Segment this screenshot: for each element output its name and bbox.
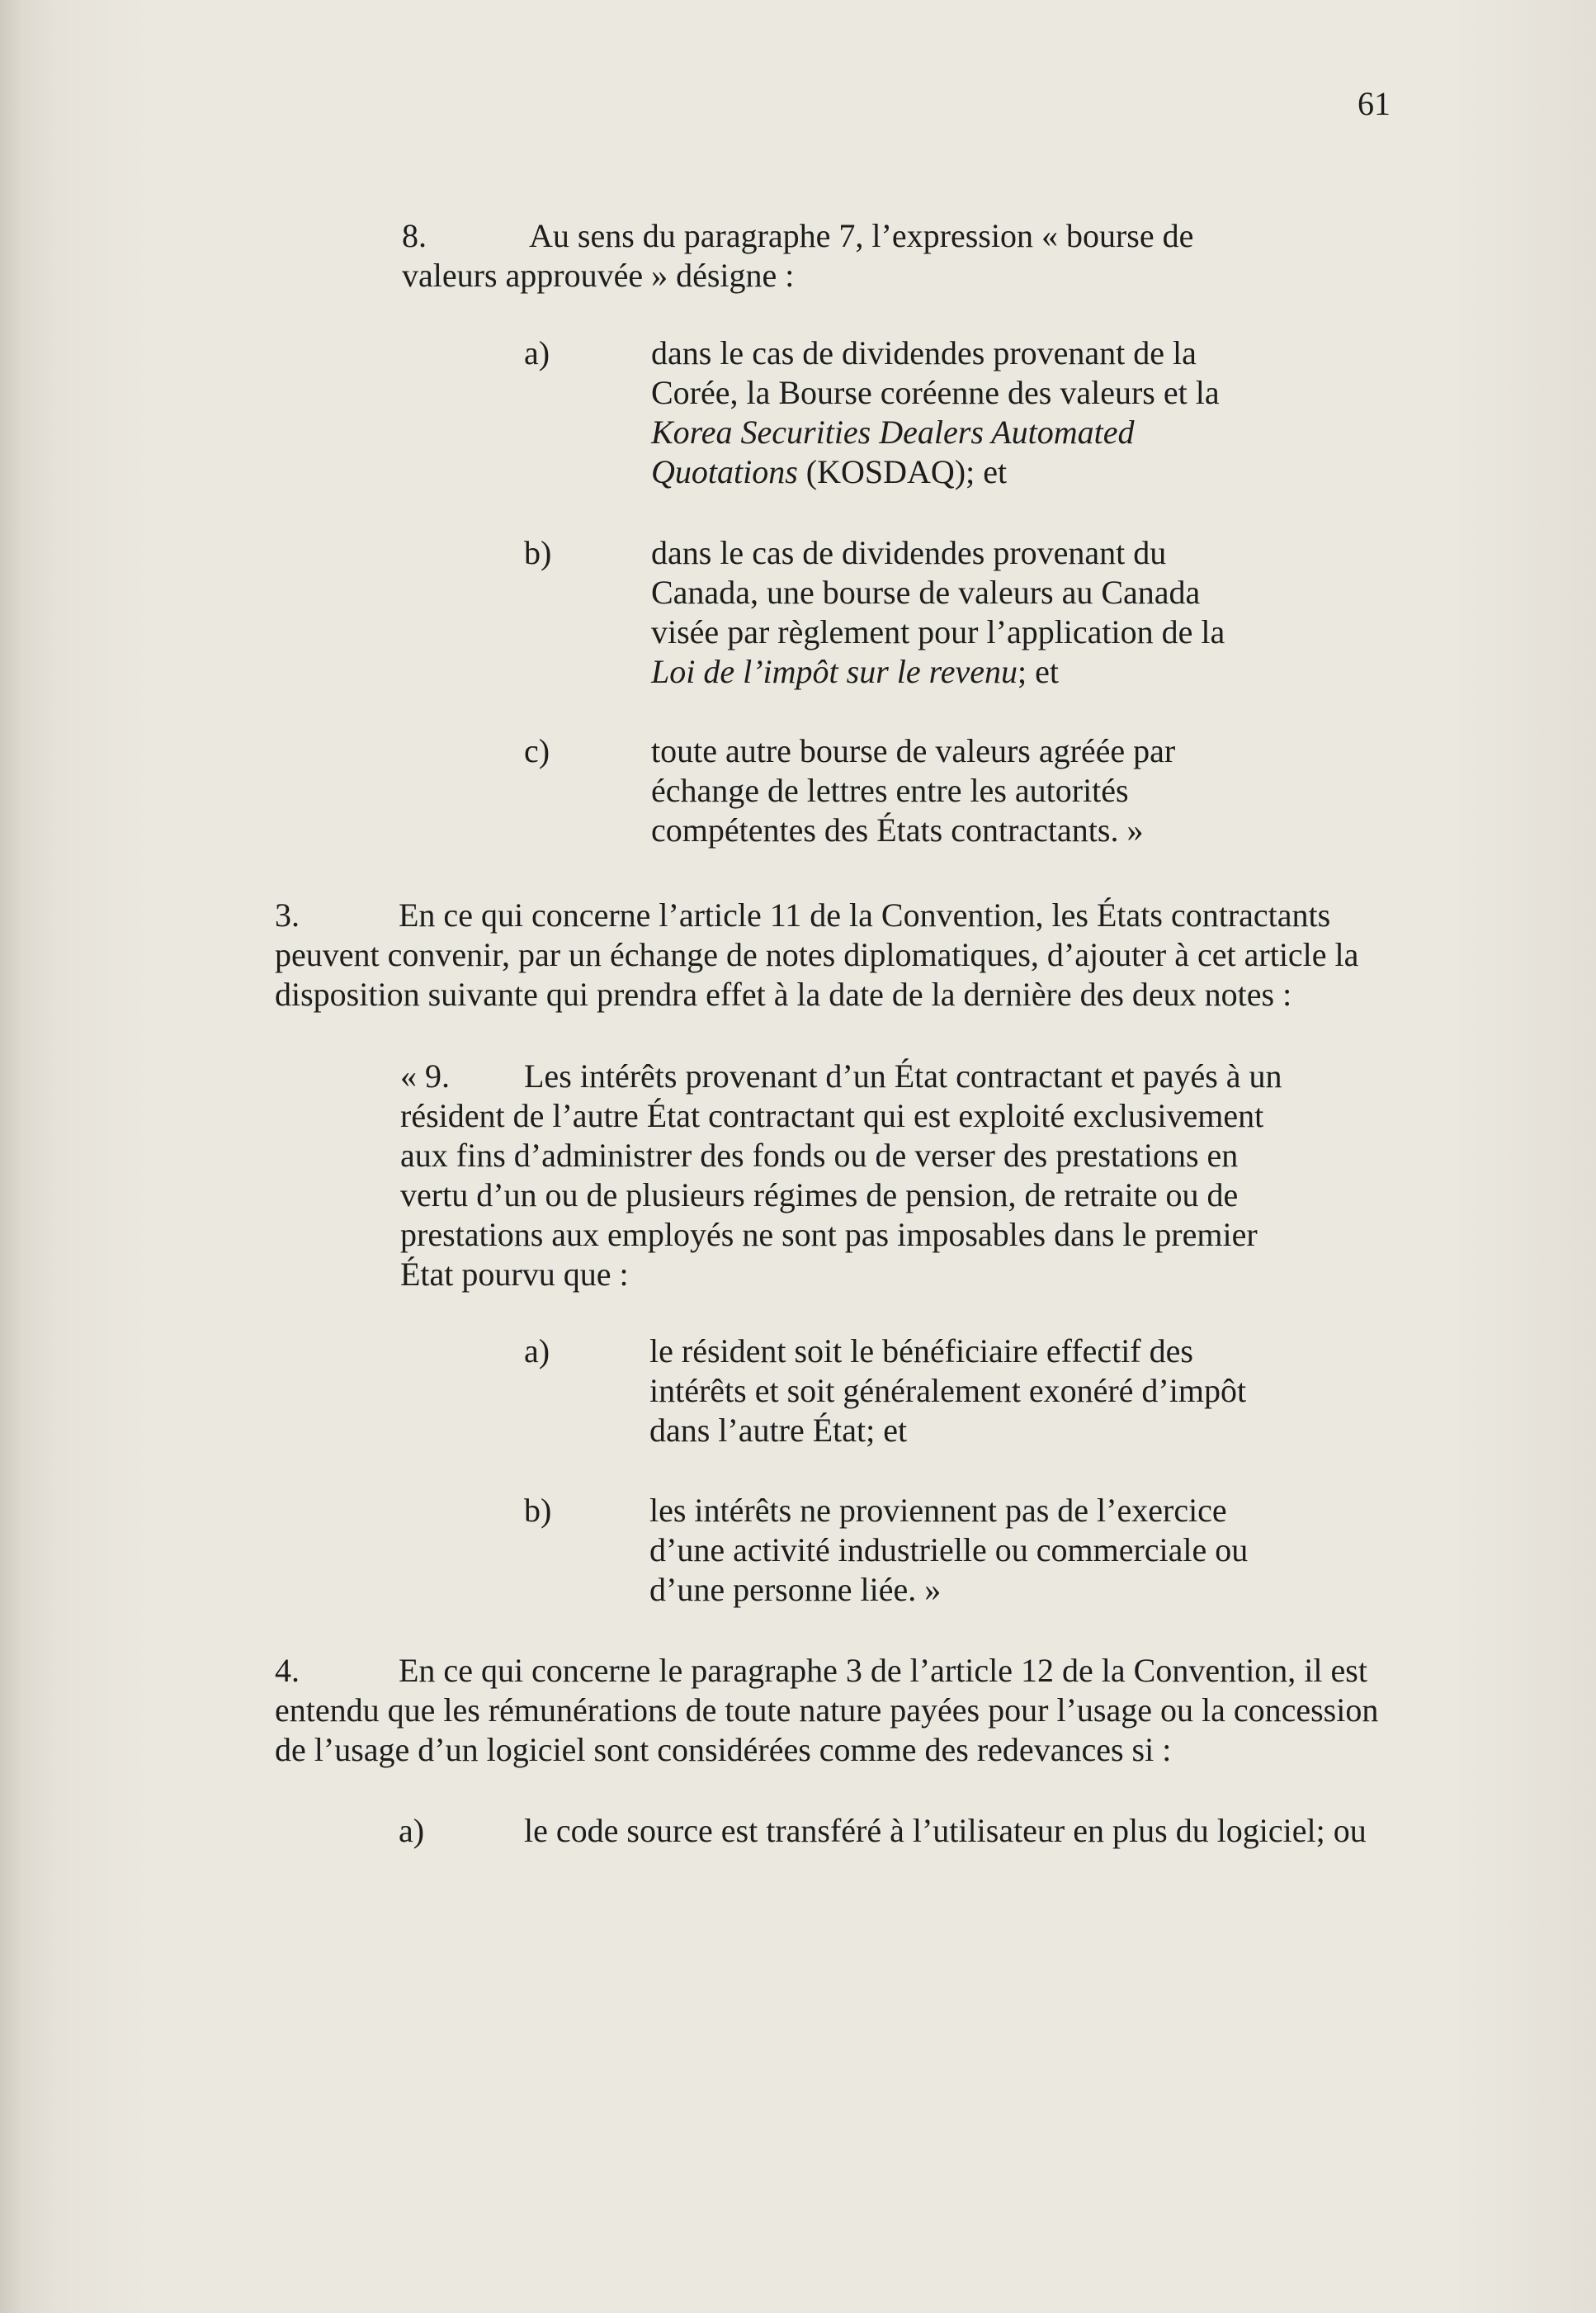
- paragraph-8-item-c: [524, 731, 1234, 850]
- item-italic-title: Korea Securities Dealers Automated Quotations: [651, 414, 1135, 490]
- paragraph-3-item-a: [524, 1332, 1283, 1450]
- paragraph-4-item-a: [399, 1811, 1389, 1851]
- quoted-provision-text: Les intérêts provenant d’un État contractant et payés à un résident de l’autre État contractant qui est exploité exclusivement aux fins d’administrer des fonds ou de verser des prestations en vertu d’un ou de plusieurs régimes de pension, de retraite ou de prestations aux employés ne sont pas imposables dans le premier État pourvu que :: [400, 1057, 1282, 1293]
- item-text: le code source est transféré à l’utilisateur en plus du logiciel; ou: [524, 1812, 1367, 1849]
- paragraph-8-text: Au sens du paragraphe 7, l’expression « bourse de valeurs approuvée » désigne :: [402, 217, 1194, 294]
- item-text-part: dans le cas de dividendes provenant de la Corée, la Bourse coréenne des valeurs et la: [651, 334, 1220, 411]
- item-text: [651, 533, 1267, 692]
- item-label: a): [524, 1332, 550, 1369]
- item-text-part: dans le cas de dividendes provenant du Canada, une bourse de valeurs au Canada visée par règlement pour l’application de la: [651, 534, 1225, 650]
- paragraph-4-text: En ce qui concerne le paragraphe 3 de l’article 12 de la Convention, il est entendu que les rémunérations de toute nature payées pour l’usage ou la concession de l’usage d’un logiciel sont considérées comme des redevances si :: [275, 1652, 1379, 1768]
- item-text: les intérêts ne proviennent pas de l’exercice d’une activité industrielle ou commerciale ou d’une personne liée. »: [649, 1492, 1249, 1608]
- paragraph-8-item-b: [524, 533, 1267, 692]
- book-spine-shadow: [0, 0, 21, 2313]
- paragraph-4: [275, 1651, 1397, 1770]
- item-text: toute autre bourse de valeurs agréée par échange de lettres entre les autorités compétentes des États contractants. »: [651, 732, 1176, 849]
- item-text-part: (KOSDAQ); et: [797, 453, 1008, 490]
- item-text-part: ; et: [1018, 653, 1059, 690]
- item-label: a): [524, 334, 550, 371]
- paragraph-8-item-a: [524, 333, 1267, 492]
- page-number: 61: [1358, 85, 1391, 122]
- paragraph-8: [402, 216, 1252, 296]
- item-text: le résident soit le bénéficiaire effectif des intérêts et soit généralement exonéré d’impôt dans l’autre État; et: [649, 1332, 1247, 1449]
- paragraph-8-number: 8.: [402, 217, 427, 254]
- paragraph-3-number: 3.: [275, 896, 300, 934]
- item-label: b): [524, 534, 552, 571]
- item-text: [651, 333, 1267, 492]
- paragraph-3-quoted-provision: [400, 1057, 1283, 1294]
- paragraph-3-item-b: [524, 1491, 1283, 1610]
- paragraph-3-text: En ce qui concerne l’article 11 de la Convention, les États contractants peuvent convenir, par un échange de notes diplomatiques, d’ajouter à cet article la disposition suivante qui prendra effet à la date de la dernière des deux notes :: [275, 896, 1359, 1013]
- quoted-provision-number: « 9.: [400, 1057, 450, 1095]
- paragraph-3: [275, 896, 1397, 1015]
- paragraph-4-number: 4.: [275, 1652, 300, 1689]
- item-label: a): [399, 1812, 425, 1849]
- item-label: c): [524, 732, 550, 769]
- item-label: b): [524, 1492, 552, 1529]
- item-italic-title: Loi de l’impôt sur le revenu: [651, 653, 1018, 690]
